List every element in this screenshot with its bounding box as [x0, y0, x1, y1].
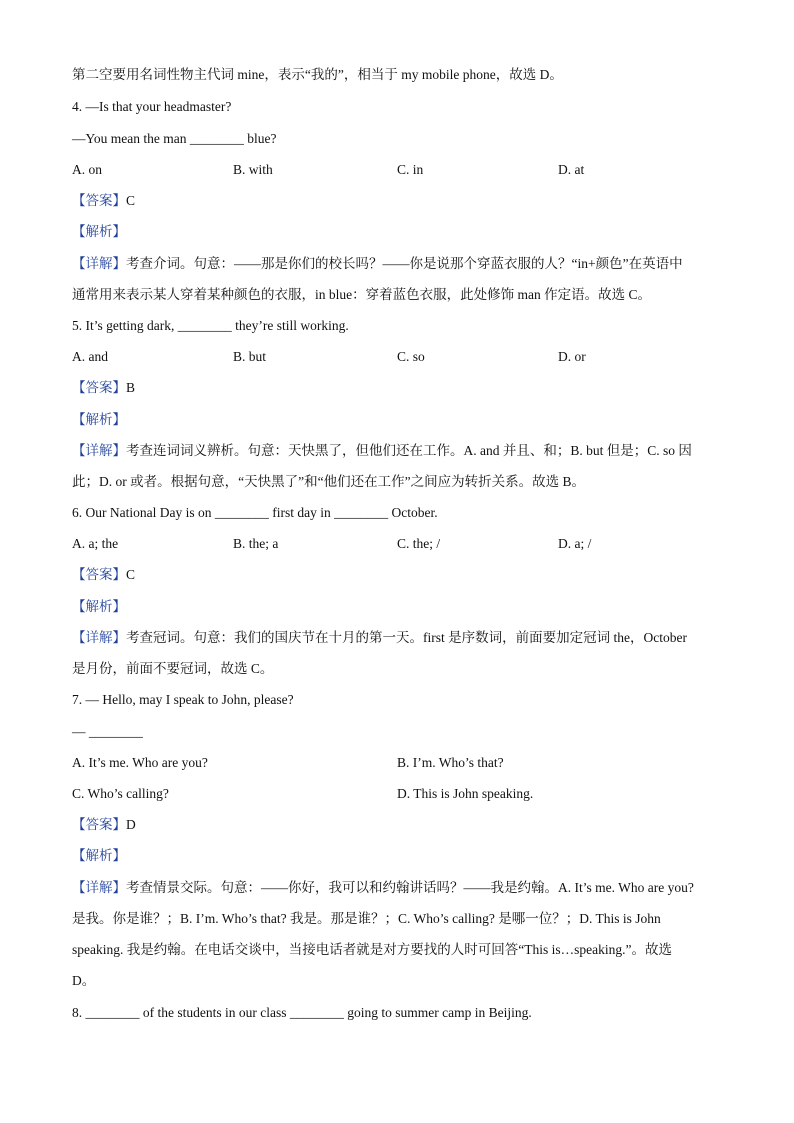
question-6-stem: 6. Our National Day is on ________ first day in ________ October. — [72, 505, 438, 520]
q4-option-a: A. on — [72, 162, 102, 177]
answer-label: 【答案】 — [72, 817, 126, 832]
detail-label: 【详解】 — [72, 443, 126, 458]
analysis-label: 【解析】 — [72, 412, 126, 427]
answer-label: 【答案】 — [72, 193, 126, 208]
q7-option-a: A. It’s me. Who are you? — [72, 755, 208, 770]
q5-answer-value: B — [126, 380, 136, 395]
q5-detail-text1: 考查连词词义辨析。句意：天快黑了，但他们还在工作。A. and 并且、和；B. but 但是；C. so 因 — [126, 443, 692, 458]
q5-detail-line2: 此；D. or 或者。根据句意，“天快黑了”和“他们还在工作”之间应为转折关系。故选 B。 — [72, 474, 585, 489]
q3-explanation-tail: 第二空要用名词性物主代词 mine，表示“我的”，相当于 my mobile phone，故选 D。 — [72, 67, 563, 82]
detail-label: 【详解】 — [72, 630, 126, 645]
analysis-label: 【解析】 — [72, 599, 126, 614]
q6-analysis-label — [72, 598, 126, 616]
q6-option-d: D. a; / — [558, 536, 592, 551]
q4-option-c: C. in — [397, 162, 424, 177]
q5-option-b: B. but — [233, 349, 267, 364]
q5-option-a: A. and — [72, 349, 108, 364]
q7-detail-text1: 考查情景交际。句意：——你好，我可以和约翰讲话吗？——我是约翰。A. It’s me. Who are you? — [126, 880, 694, 895]
analysis-label: 【解析】 — [72, 224, 126, 239]
q5-detail-line1 — [72, 442, 692, 460]
question-7-stem: 7. — Hello, may I speak to John, please? — [72, 692, 294, 707]
q4-detail-text1: 考查介词。句意：——那是你们的校长吗？——你是说那个穿蓝衣服的人？“in+颜色”在英语中 — [126, 256, 683, 271]
q6-option-b: B. the; a — [233, 536, 279, 551]
q7-answer — [72, 816, 136, 834]
q6-answer — [72, 566, 135, 584]
question-7-stem-line2: — ________ — [72, 724, 143, 739]
q4-option-b: B. with — [233, 162, 273, 177]
analysis-label: 【解析】 — [72, 848, 126, 863]
q7-option-c: C. Who’s calling? — [72, 786, 169, 801]
q7-answer-value: D — [126, 817, 136, 832]
q7-detail-line4: D。 — [72, 973, 96, 988]
q7-detail-line3: speaking. 我是约翰。在电话交谈中，当接电话者就是对方要找的人时可回答“This is…speaking.”。故选 — [72, 942, 672, 957]
detail-label: 【详解】 — [72, 880, 126, 895]
answer-label: 【答案】 — [72, 567, 126, 582]
q7-analysis-label — [72, 847, 126, 865]
question-4-stem-line2: —You mean the man ________ blue? — [72, 131, 277, 146]
q7-detail-line1 — [72, 879, 694, 897]
q6-detail-line2: 是月份，前面不要冠词，故选 C。 — [72, 661, 274, 676]
answer-label: 【答案】 — [72, 380, 126, 395]
q6-answer-value: C — [126, 567, 136, 582]
question-8-stem: 8. ________ of the students in our class ________ going to summer camp in Beijing. — [72, 1005, 532, 1020]
q6-option-a: A. a; the — [72, 536, 119, 551]
q4-answer — [72, 192, 135, 210]
q4-answer-value: C — [126, 193, 136, 208]
q4-analysis-label — [72, 223, 126, 241]
q4-option-d: D. at — [558, 162, 585, 177]
question-5-stem: 5. It’s getting dark, ________ they’re still working. — [72, 318, 349, 333]
q7-option-d: D. This is John speaking. — [397, 786, 534, 801]
q7-option-b: B. I’m. Who’s that? — [397, 755, 504, 770]
q5-analysis-label — [72, 411, 126, 429]
detail-label: 【详解】 — [72, 256, 126, 271]
question-4-stem: 4. —Is that your headmaster? — [72, 99, 232, 114]
q6-detail-line1 — [72, 629, 687, 647]
q4-detail-line2: 通常用来表示某人穿着某种颜色的衣服，in blue：穿着蓝色衣服，此处修饰 man 作定语。故选 C。 — [72, 287, 651, 302]
q6-detail-text1: 考查冠词。句意：我们的国庆节在十月的第一天。first 是序数词，前面要加定冠词 the，October — [126, 630, 687, 645]
q6-option-c: C. the; / — [397, 536, 441, 551]
q5-answer — [72, 379, 135, 397]
q5-option-d: D. or — [558, 349, 586, 364]
q4-detail-line1 — [72, 255, 683, 273]
q7-detail-line2: 是我。你是谁？；B. I’m. Who’s that? 我是。那是谁？；C. Who’s calling? 是哪一位？；D. This is John — [72, 911, 661, 926]
q5-option-c: C. so — [397, 349, 425, 364]
